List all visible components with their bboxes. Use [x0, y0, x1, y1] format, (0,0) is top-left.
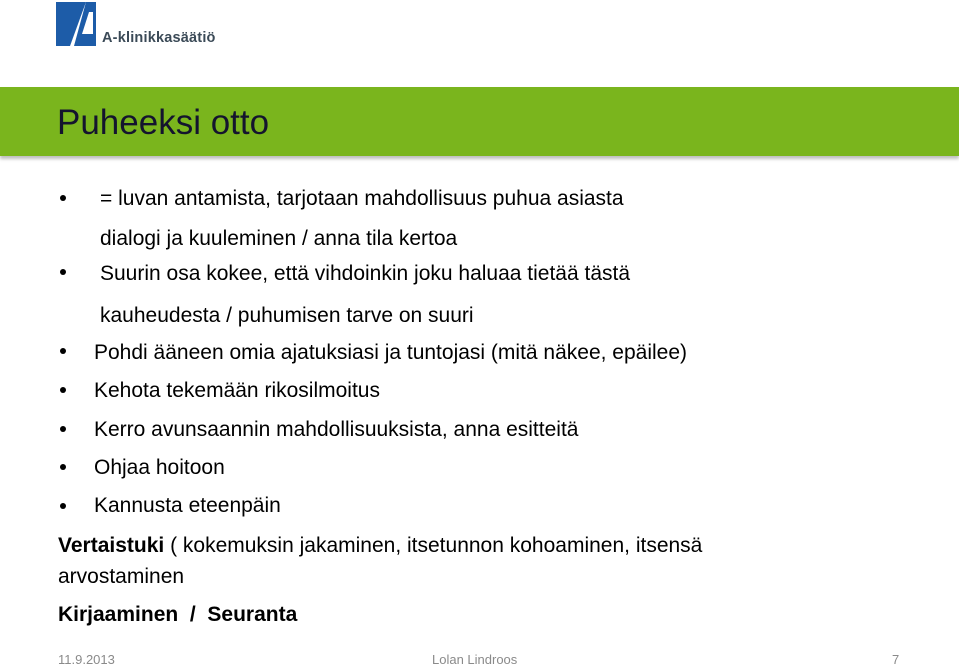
vertaistuki-line — [58, 533, 702, 559]
vertaistuki-line-2: arvostaminen — [58, 565, 185, 588]
bullet-icon — [60, 195, 66, 201]
bullet-icon — [60, 269, 66, 275]
list-item: Kerro avunsaannin mahdollisuuksista, anna esitteitä — [94, 418, 579, 441]
list-item: Kehota tekemään rikosilmoitus — [94, 379, 380, 402]
list-item-line: dialogi ja kuuleminen / anna tila kertoa — [100, 227, 458, 250]
vertaistuki-heading: Vertaistuki — [58, 534, 165, 557]
list-item: Ohjaa hoitoon — [94, 456, 225, 479]
bullet-icon — [60, 464, 66, 470]
slide-title: Puheeksi otto — [57, 103, 270, 142]
footer-page-number: 7 — [892, 652, 900, 667]
list-item-line: = luvan antamista, tarjotaan mahdollisuus puhua asiasta — [100, 187, 624, 210]
bullet-icon — [60, 387, 66, 393]
footer-author: Lolan Lindroos — [432, 652, 518, 667]
logo-text: A-klinikkasäätiö — [102, 30, 216, 46]
footer-date: 11.9.2013 — [58, 652, 115, 667]
bullet-icon — [60, 503, 66, 509]
logo — [56, 2, 228, 50]
list-item: Pohdi ääneen omia ajatuksiasi ja tuntojasi (mitä näkee, epäilee) — [94, 341, 688, 364]
bullet-icon — [60, 426, 66, 432]
logo-mark-icon — [56, 2, 102, 48]
kirjaaminen-heading: Kirjaaminen / Seuranta — [58, 603, 298, 626]
list-item-line: kauheudesta / puhumisen tarve on suuri — [100, 304, 474, 327]
list-item-line: Suurin osa kokee, että vihdoinkin joku haluaa tietää tästä — [100, 262, 631, 285]
bullet-icon — [60, 348, 66, 354]
list-item: Kannusta eteenpäin — [94, 494, 281, 517]
vertaistuki-text: ( kokemuksin jakaminen, itsetunnon kohoaminen, itsensä — [164, 534, 703, 557]
